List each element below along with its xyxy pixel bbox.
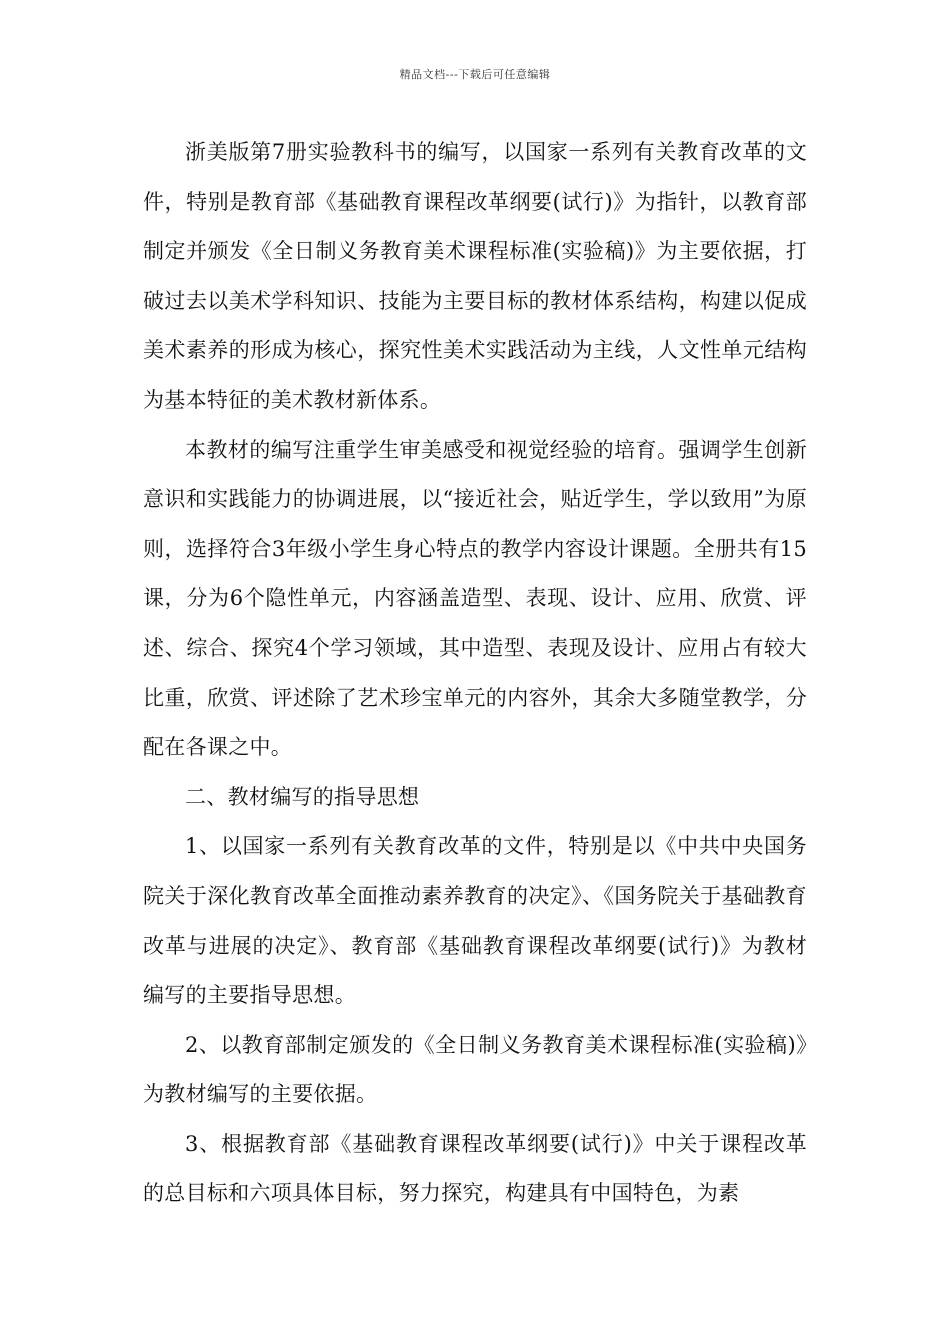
paragraph-point-1: 1、以国家一系列有关教育改革的文件，特别是以《中共中央国务院关于深化教育改革全面推动素养教育的决定》、《国务院关于基础教育改革与进展的决定》、教育部《基础教育课程改革纲要(试行)》为教材编写的主要指导思想。	[143, 834, 807, 1008]
paragraph-point-3: 3、根据教育部《基础教育课程改革纲要(试行)》中关于课程改革的总目标和六项具体目标，努力探究，构建具有中国特色，为素	[143, 1131, 807, 1206]
page-header: 精品文档---下载后可任意编辑	[399, 68, 551, 81]
section-heading-guiding-ideology: 二、教材编写的指导思想	[185, 784, 420, 809]
paragraph-intro: 浙美版第7册实验教科书的编写，以国家一系列有关教育改革的文件，特别是教育部《基础教育课程改革纲要(试行)》为指针，以教育部制定并颁发《全日制义务教育美术课程标准(实验稿)》为主要依据，打破过去以美术学科知识、技能为主要目标的教材体系结构，构建以促成美术素养的形成为核心，探究性美术实践活动为主线，人文性单元结构为基本特征的美术教材新体系。	[143, 140, 807, 412]
paragraph-point-2: 2、以教育部制定颁发的《全日制义务教育美术课程标准(实验稿)》为教材编写的主要依据。	[143, 1032, 807, 1107]
paragraph-textbook-features: 本教材的编写注重学生审美感受和视觉经验的培育。强调学生创新意识和实践能力的协调进展，以“接近社会，贴近学生，学以致用”为原则，选择符合3年级小学生身心特点的教学内容设计课题。全册共有15课，分为6个隐性单元，内容涵盖造型、表现、设计、应用、欣赏、评述、综合、探究4个学习领域，其中造型、表现及设计、应用占有较大比重，欣赏、评述除了艺术珍宝单元的内容外，其余大多随堂教学，分配在各课之中。	[143, 437, 807, 760]
document-body	[143, 128, 807, 1219]
